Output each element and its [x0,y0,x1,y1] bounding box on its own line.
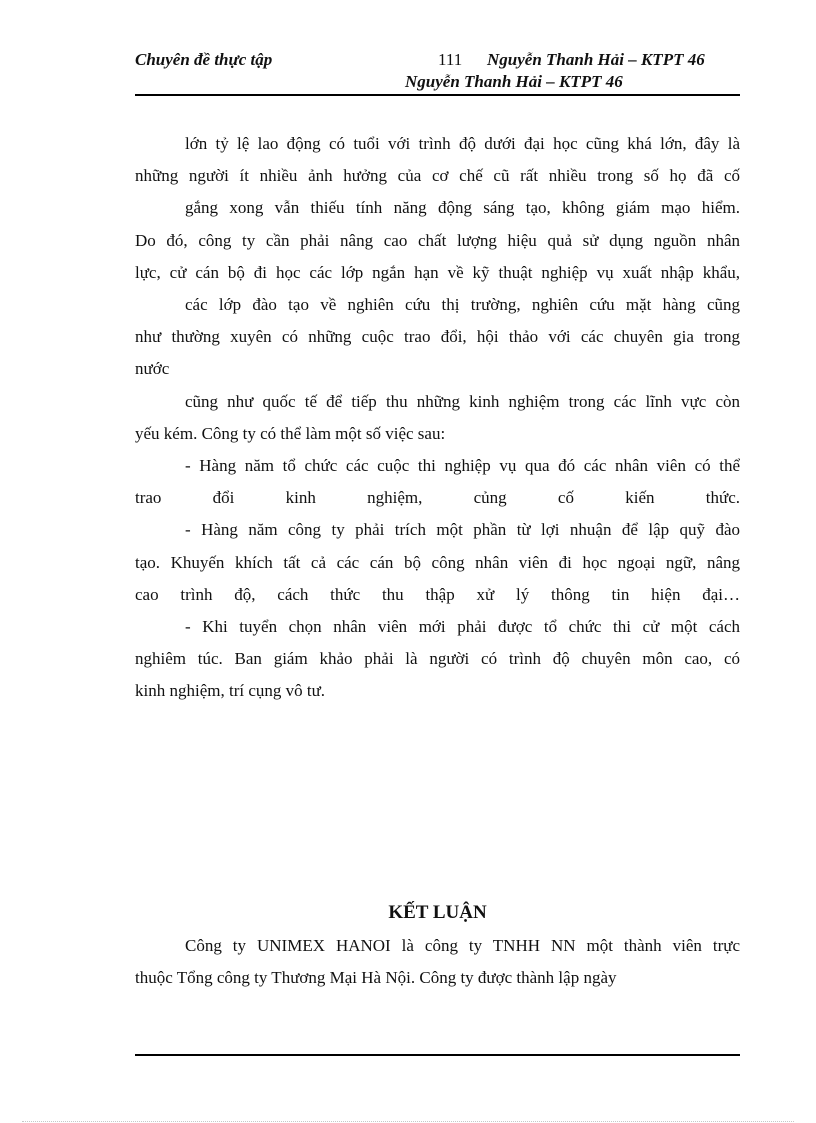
text-line: nghiêm túc. Ban giám khảo phải là người có trình độ chuyên môn cao, có [135,649,740,669]
header-author-repeat: Nguyễn Thanh Hải – KTPT 46 [405,72,623,91]
text-line: thuộc Tổng công ty Thương Mại Hà Nội. Công ty được thành lập ngày [135,968,617,988]
section-heading: KẾT LUẬN [388,902,487,923]
section-text [135,930,740,994]
text-line: các lớp đào tạo về nghiên cứu thị trường, nghiên cứu mặt hàng cũng [185,295,740,315]
text-line: nước [135,359,170,379]
bullet-line: - Hàng năm công ty phải trích một phần từ lợi nhuận để lập quỹ đào [185,520,740,540]
text-line: trao đổi kinh nghiệm, củng cố kiến thức. [135,488,740,508]
text-line: như thường xuyên có những cuộc trao đổi, hội thảo với các chuyên gia trong [135,327,740,347]
conclusion-section [135,898,740,994]
text-line: lớn tỷ lệ lao động có tuổi với trình độ dưới đại học cũng khá lớn, đây là [185,134,740,153]
footer-rule [135,1054,740,1056]
text-line: tạo. Khuyến khích tất cả các cán bộ công nhân viên đi học ngoại ngữ, nâng [135,552,740,572]
header-document-title: Chuyên đề thực tập [135,50,273,69]
header-author: Nguyễn Thanh Hải – KTPT 46 [487,50,705,69]
text-line: gắng xong vẫn thiếu tính năng động sáng tạo, không giám mạo hiểm. [185,198,740,218]
bullet-line: - Hàng năm tổ chức các cuộc thi nghiệp vụ qua đó các nhân viên có thể [185,456,740,476]
text-line: Do đó, công ty cần phải nâng cao chất lượng hiệu quả sử dụng nguồn nhân [135,230,740,250]
text-line: Công ty UNIMEX HANOI là công ty TNHH NN một thành viên trực [185,936,740,955]
text-line: lực, cử cán bộ đi học các lớp ngắn hạn về kỹ thuật nghiệp vụ xuất nhập khẩu, [135,262,740,282]
text-line: kinh nghiệm, trí cụng vô tư. [135,681,326,701]
body-text [135,128,740,708]
text-line: cũng như quốc tế để tiếp thu những kinh nghiệm trong các lĩnh vực còn [185,391,740,411]
page-edge [22,1121,794,1122]
text-line: những người ít nhiều ảnh hưởng của cơ chế cũ rất nhiều trong số họ đã cố [135,166,740,186]
bullet-line: - Khi tuyển chọn nhân viên mới phải được tổ chức thi cử một cách [185,617,740,637]
header-rule [135,94,740,96]
text-line: cao trình độ, cách thức thu thập xử lý thông tin hiện đại… [135,584,740,604]
page-number: 111 [438,50,463,69]
text-line: yếu kém. Công ty có thể làm một số việc sau: [135,423,446,443]
page-header [135,50,740,96]
